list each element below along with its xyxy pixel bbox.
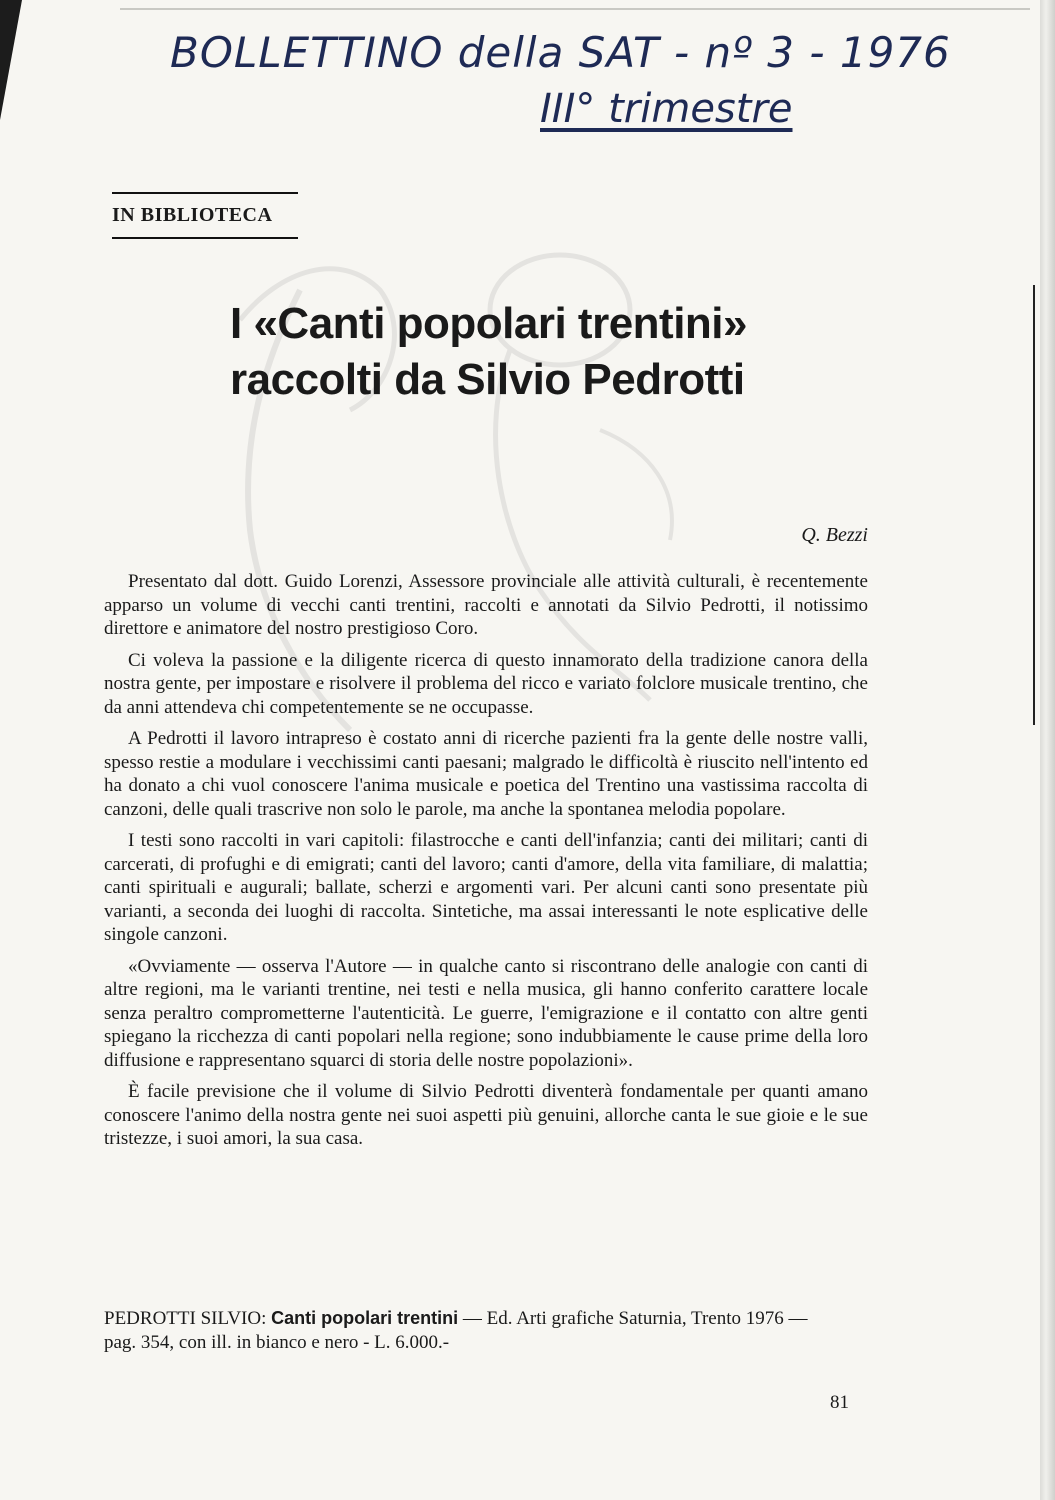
section-label-text: IN BIBLIOTECA	[112, 204, 273, 226]
margin-line	[1033, 285, 1035, 725]
paragraph: Presentato dal dott. Guido Lorenzi, Assessore provinciale alle attività culturali, è recentemente apparso un volume di vecchi canti trentini, raccolti e annotati da Silvio Pedrotti, il notissimo direttore e animatore del nostro prestigioso Coro.	[104, 571, 868, 639]
handwritten-line-1: BOLLETTINO della SAT - nº 3 - 1976	[170, 28, 951, 77]
paragraph: I testi sono raccolti in vari capitoli: filastrocche e canti dell'infanzia; canti dei militari; canti di carcerati, di profughi e di emigrati; canti del lavoro; canti d'amore, della vita familiare, di malattia; canti spirituali e augurali; ballate, scherzi e argomenti vari. Per alcuni canti sono presentate più varianti, a seconda dei luoghi di raccolta. Sintetiche, ma assai interessanti le note esplicative delle singole canzoni.	[104, 830, 868, 945]
paragraph: Ci voleva la passione e la diligente ricerca di questo innamorato della tradizione canora della nostra gente, per impostare e risolvere il problema del ricco e variato folclore musicale trentino, che da anni attendeva chi competentemente se ne occupasse.	[104, 649, 868, 718]
article-title	[230, 296, 830, 408]
article-author: Q. Bezzi	[801, 524, 868, 546]
handwritten-note	[170, 28, 951, 138]
bib-details-2: pag. 354, con ill. in bianco e nero - L. 6.000.-	[104, 1332, 450, 1353]
bib-book-title: Canti popolari trentini	[271, 1308, 459, 1328]
top-edge	[120, 8, 1030, 10]
handwritten-line-2: III° trimestre	[540, 86, 793, 132]
folded-corner	[0, 0, 22, 120]
bibliography-entry	[104, 1306, 864, 1355]
paragraph: È facile previsione che il volume di Silvio Pedrotti diventerà fondamentale per quanti amano conoscere l'animo della nostra gente nei suoi aspetti più genuini, allorche canta le sue gioie e le sue tristezze, i suoi amori, la sua casa.	[104, 1081, 868, 1149]
article-title-line-2: raccolti da Silvio Pedrotti	[230, 355, 745, 404]
article-body	[104, 570, 868, 1159]
paragraph: A Pedrotti il lavoro intrapreso è costato anni di ricerche pazienti fra la gente delle nostre valli, spesso restie a modulare i vecchissimi canti paesani; malgrado le difficoltà è riuscito nell'intento ed ha donato a chi vuol conoscere l'anima musicale e poetica del Trentino una vastissima raccolta di canzoni, delle quali trascrive non solo le parole, ma anche la spontanea melodia popolare.	[104, 728, 868, 820]
bib-author: PEDROTTI SILVIO:	[104, 1308, 267, 1329]
bib-details-1: — Ed. Arti grafiche Saturnia, Trento 1976 —	[462, 1308, 808, 1329]
paragraph: «Ovviamente — osserva l'Autore — in qualche canto si riscontrano delle analogie con canti di altre regioni, ma le varianti trentine, nei testi e nella musica, gli hanno conferito carattere locale senza peraltro comprometterne l'autenticità. Le guerre, l'emigrazione e il contatto con altre genti spiegano la ricchezza di canti popolari nella regione; sono indubbiamente le cause prime della loro diffusione e rappresentano squarci di storia delle nostre popolazioni».	[104, 955, 868, 1071]
page-edge	[1040, 0, 1055, 1500]
page-number: 81	[830, 1392, 849, 1413]
article-title-line-1: I «Canti popolari trentini»	[230, 299, 747, 348]
